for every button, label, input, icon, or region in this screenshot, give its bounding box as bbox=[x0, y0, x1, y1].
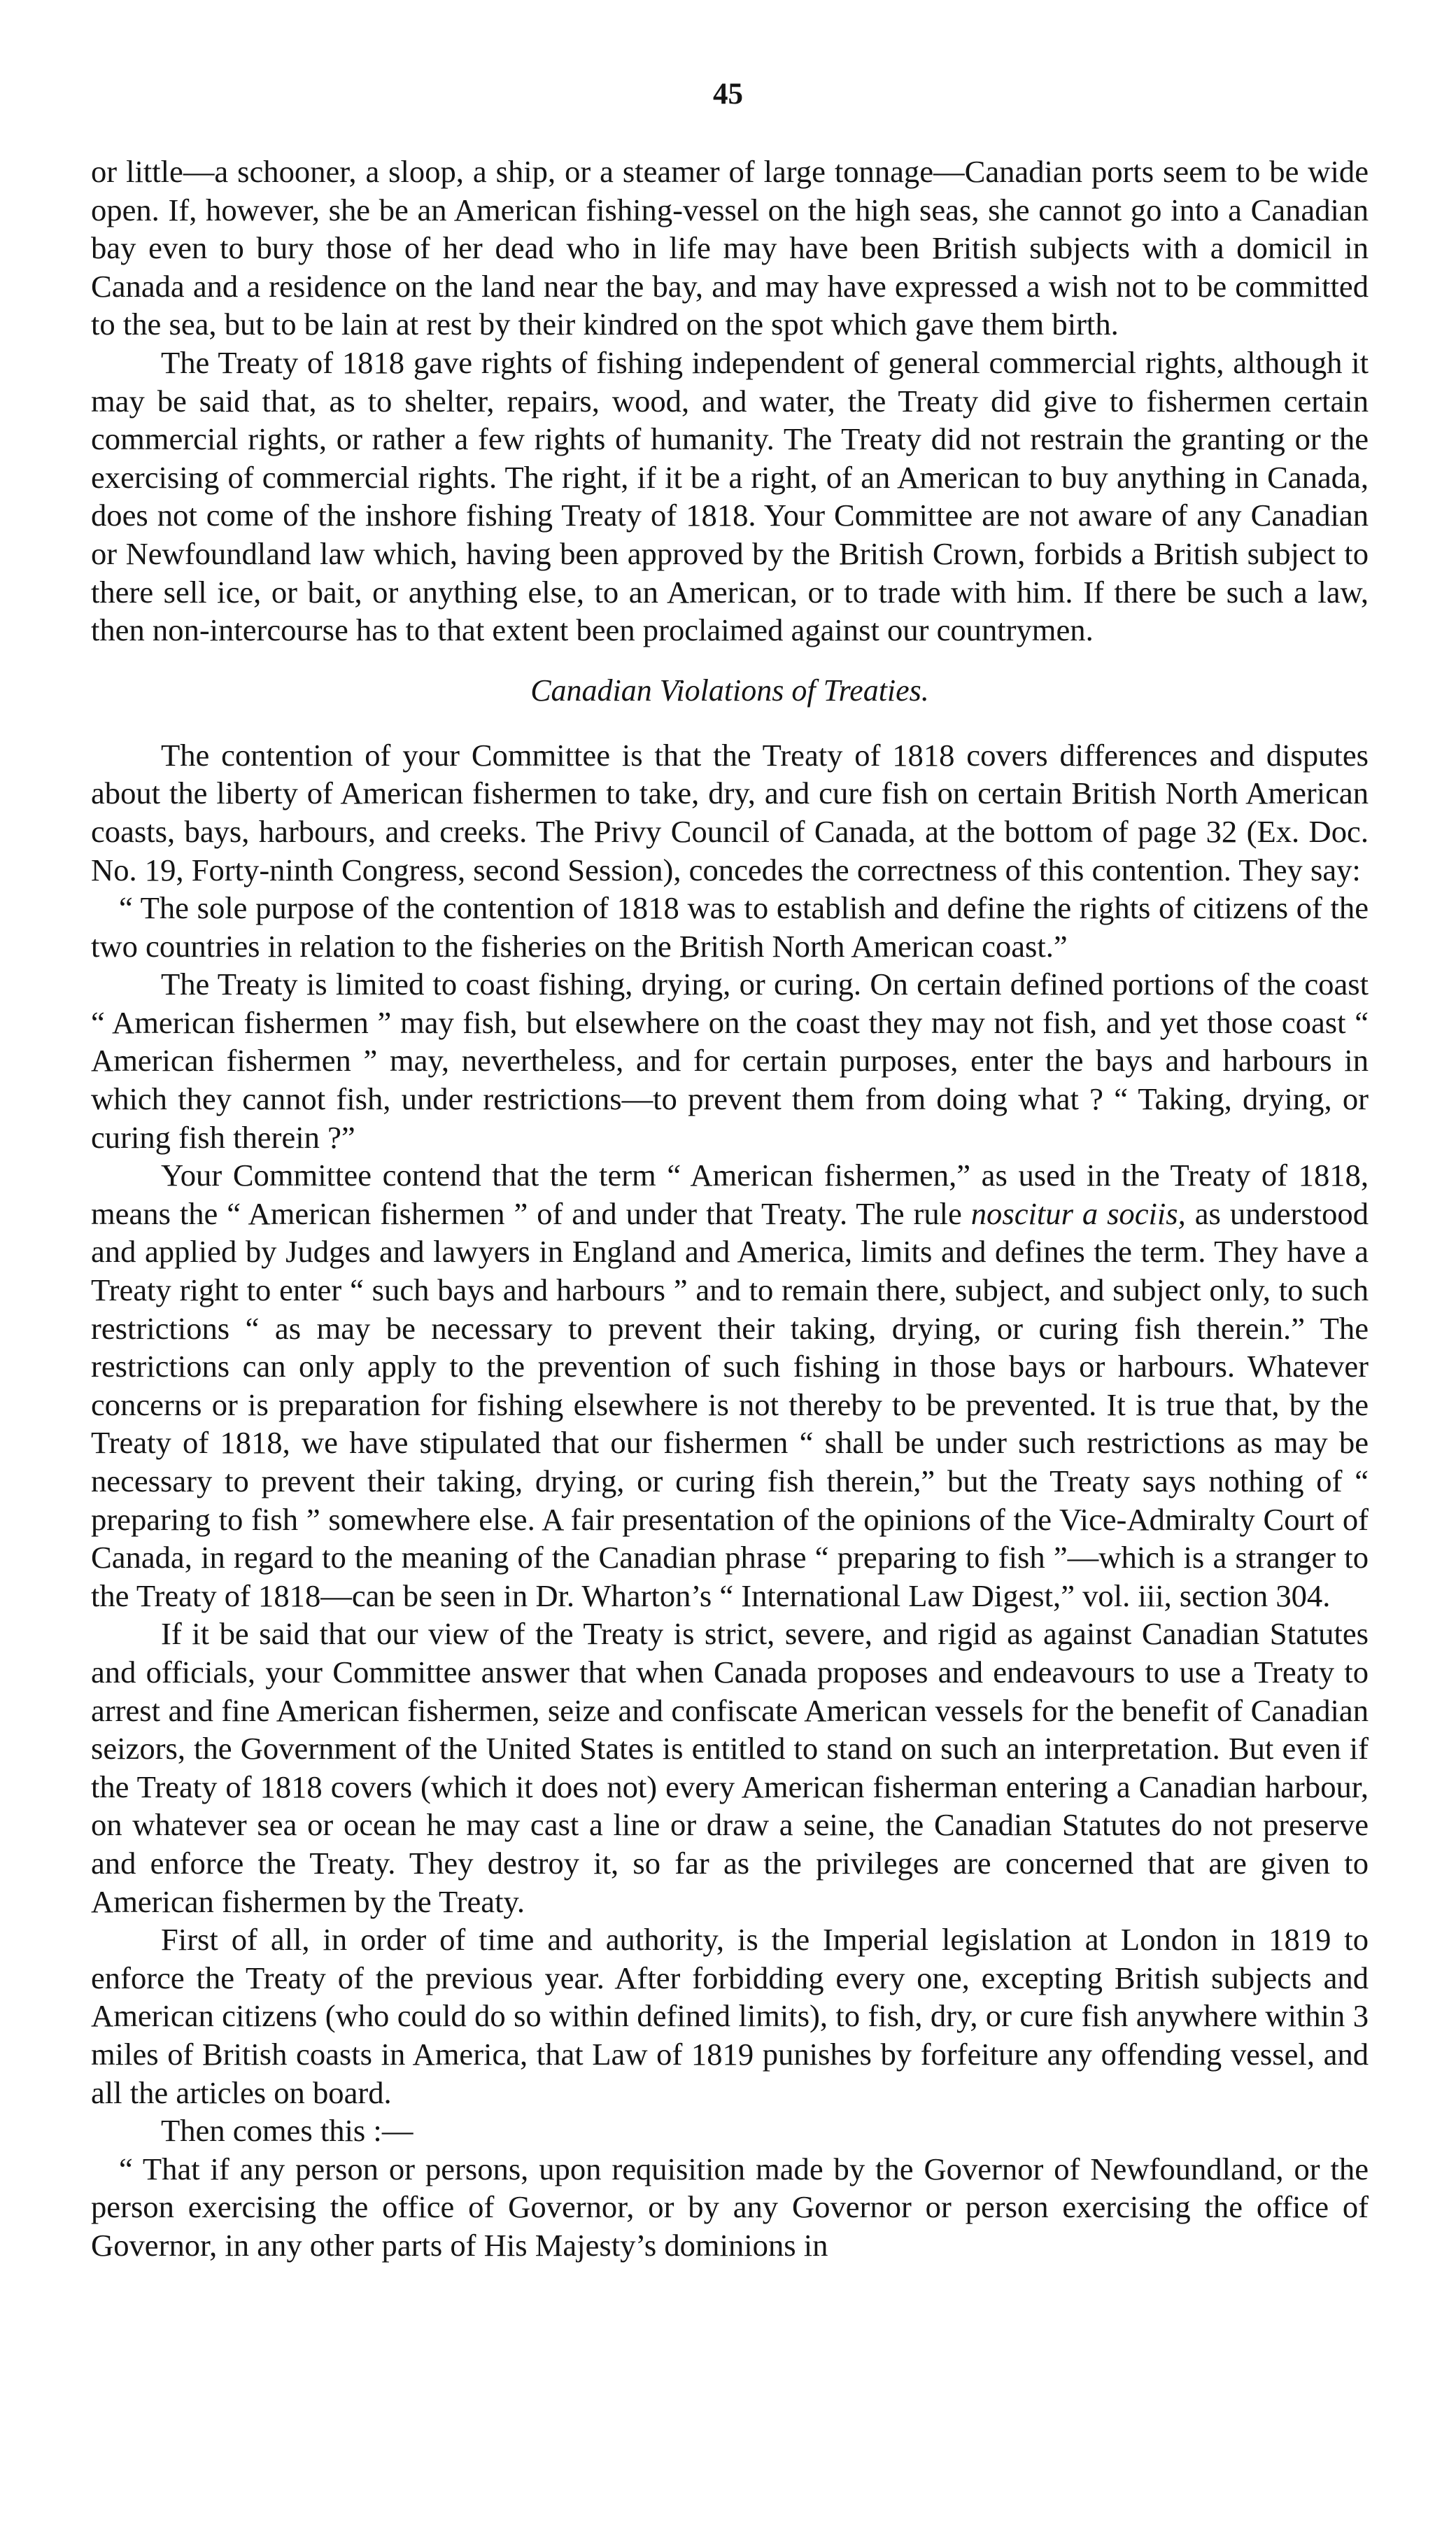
paragraph-continuation: or little—a schooner, a sloop, a ship, or a steamer of large tonnage—Canadian ports seem to be wide open. If, however, she be an American fishing-vessel on the high seas, she cannot go into a Canadian bay even to bury those of her dead who in life may have been British subjects with a domicil in Canada and a residence on the land near the bay, and may have expressed a wish not to be committed to the sea, but to be lain at rest by their kindred on the spot which gave them birth. bbox=[91, 154, 1369, 342]
latin-maxim: noscitur a sociis, bbox=[970, 1195, 1186, 1231]
section-heading: Canadian Violations of Treaties. bbox=[530, 673, 929, 708]
paragraph-contention: The contention of your Committee is that the Treaty of 1818 covers differences and disputes about the liberty of American fishermen to take, dry, and cure fish on certain British North American coasts, bays, harbours, and creeks. The Privy Council of Canada, at the bottom of page 32 (Ex. Doc. No. 19, Forty-ninth Congress, second Session), concedes the correctness of this contention. They say: bbox=[91, 737, 1369, 887]
quotation-privy-council: “ The sole purpose of the contention of 1818 was to establish and define the rights of citizens of the two countries in relation to the fisheries on the British North American coast.” bbox=[91, 890, 1369, 964]
paragraph-text-before-latin: Your Committee contend that the term “ American fishermen,” as used in the Treaty of 1818, means the “ American fishermen ” of and under that Treaty. The rule bbox=[91, 1158, 1369, 1231]
paragraph-treaty-rights: The Treaty of 1818 gave rights of fishing independent of general commercial rights, although it may be said that, as to shelter, repairs, wood, and water, the Treaty did give to fishermen certain commercial rights, or rather a few rights of humanity. The Treaty did not restrain the granting or the exercising of commercial rights. The right, if it be a right, of an American to buy anything in Canada, does not come of the inshore fishing Treaty of 1818. Your Committee are not aware of any Canadian or Newfoundland law which, having been approved by the British Crown, forbids a British subject to there sell ice, or bait, or anything else, to an American, or to trade with him. If there be such a law, then non-intercourse has to that extent been proclaimed against our countrymen. bbox=[91, 344, 1369, 648]
paragraph-strict-view: If it be said that our view of the Treaty is strict, severe, and rigid as against Canadian Statutes and officials, your Committee answer that when Canada proposes and endeavours to use a Treaty to arrest and fine American fishermen, seize and confiscate American vessels for the benefit of Canadian seizors, the Government of the United States is entitled to stand on such an interpretation. But even if the Treaty of 1818 covers (which it does not) every American fisherman entering a Canadian harbour, on whatever sea or ocean he may cast a line or draw a seine, the Canadian Statutes do not preserve and enforce the Treaty. They destroy it, so far as the privileges are concerned that are given to American fishermen by the Treaty. bbox=[91, 1616, 1369, 1919]
paragraph-imperial-legislation: First of all, in order of time and authority, is the Imperial legislation at London in 1819 to enforce the Treaty of the previous year. After forbidding every one, excepting British subjects and American citizens (who could do so within defined limits), to fish, dry, or cure fish anywhere within 3 miles of British coasts in America, that Law of 1819 punishes by forfeiture any offending vessel, and all the articles on board. bbox=[91, 1922, 1369, 2110]
paragraph-then-comes: Then comes this :— bbox=[161, 2113, 414, 2149]
quotation-requisition: “ That if any person or persons, upon requisition made by the Governor of Newfoundland, or the person exercising the office of Governor, or by any Governor or person exercising the office of Governor, in any other parts of His Majesty’s dominions in bbox=[91, 2151, 1369, 2263]
paragraph-text-after-latin: as understood and applied by Judges and lawyers in England and America, limits and defines the term. They have a Treaty right to enter “ such bays and harbours ” and to remain there, subject, and subject only, to such restrictions “ as may be necessary to prevent their taking, drying, or curing fish therein.” The restrictions can only apply to the prevention of such fishing in those bays or harbours. Whatever concerns or is preparation for fishing elsewhere is not thereby to be prevented. It is true that, by the Treaty of 1818, we have stipulated that our fishermen “ shall be under such restrictions as may be necessary to prevent their taking, drying, or curing fish therein,” but the Treaty says nothing of “ preparing to fish ” somewhere else. A fair presentation of the opinions of the Vice-Admiralty Court of Canada, in regard to the meaning of the Canadian phrase “ preparing to fish ”—which is a stranger to the Treaty of 1818—can be seen in Dr. Wharton’s “ International Law Digest,” vol. iii, section 304. bbox=[91, 1195, 1369, 1613]
paragraph-american-fishermen bbox=[91, 1156, 1369, 1615]
page-number: 45 bbox=[713, 78, 743, 111]
paragraph-coast-fishing: The Treaty is limited to coast fishing, drying, or curing. On certain defined portions of the coast “ American fishermen ” may fish, but elsewhere on the coast they may not fish, and yet those coast “ American fishermen ” may, nevertheless, and for certain purposes, enter the bays and harbours in which they cannot fish, under restrictions—to prevent them from doing what ? “ Taking, drying, or curing fish therein ?” bbox=[91, 967, 1369, 1155]
body-text bbox=[91, 153, 1369, 2264]
